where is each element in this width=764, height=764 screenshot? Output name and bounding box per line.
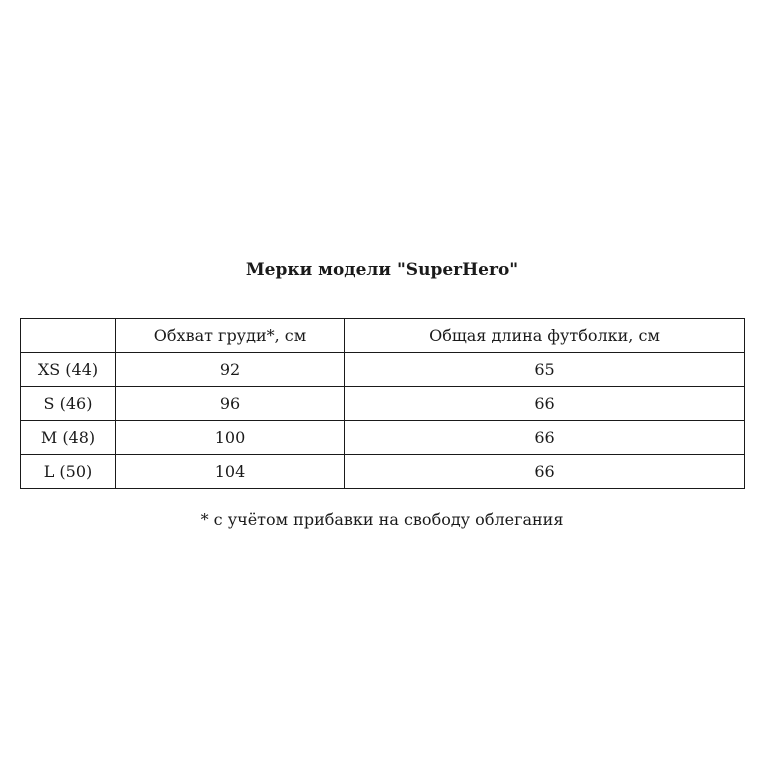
length-cell: 66 bbox=[345, 455, 745, 489]
length-cell: 65 bbox=[345, 353, 745, 387]
header-cell-size bbox=[21, 319, 116, 353]
length-cell: 66 bbox=[345, 421, 745, 455]
chest-cell: 104 bbox=[116, 455, 345, 489]
table-row bbox=[21, 455, 745, 489]
footnote: * с учётом прибавки на свободу облегания bbox=[200, 510, 564, 529]
size-cell: S (46) bbox=[21, 387, 116, 421]
table-header-row bbox=[21, 319, 745, 353]
size-table bbox=[20, 318, 745, 489]
table-row bbox=[21, 353, 745, 387]
table-row bbox=[21, 387, 745, 421]
header-cell-chest: Обхват груди*, см bbox=[116, 319, 345, 353]
table-row bbox=[21, 421, 745, 455]
chest-cell: 92 bbox=[116, 353, 345, 387]
document-title: Мерки модели "SuperHero" bbox=[245, 260, 519, 280]
chest-cell: 100 bbox=[116, 421, 345, 455]
header-cell-length: Общая длина футболки, см bbox=[345, 319, 745, 353]
size-cell: M (48) bbox=[21, 421, 116, 455]
size-cell: L (50) bbox=[21, 455, 116, 489]
chest-cell: 96 bbox=[116, 387, 345, 421]
size-cell: XS (44) bbox=[21, 353, 116, 387]
length-cell: 66 bbox=[345, 387, 745, 421]
